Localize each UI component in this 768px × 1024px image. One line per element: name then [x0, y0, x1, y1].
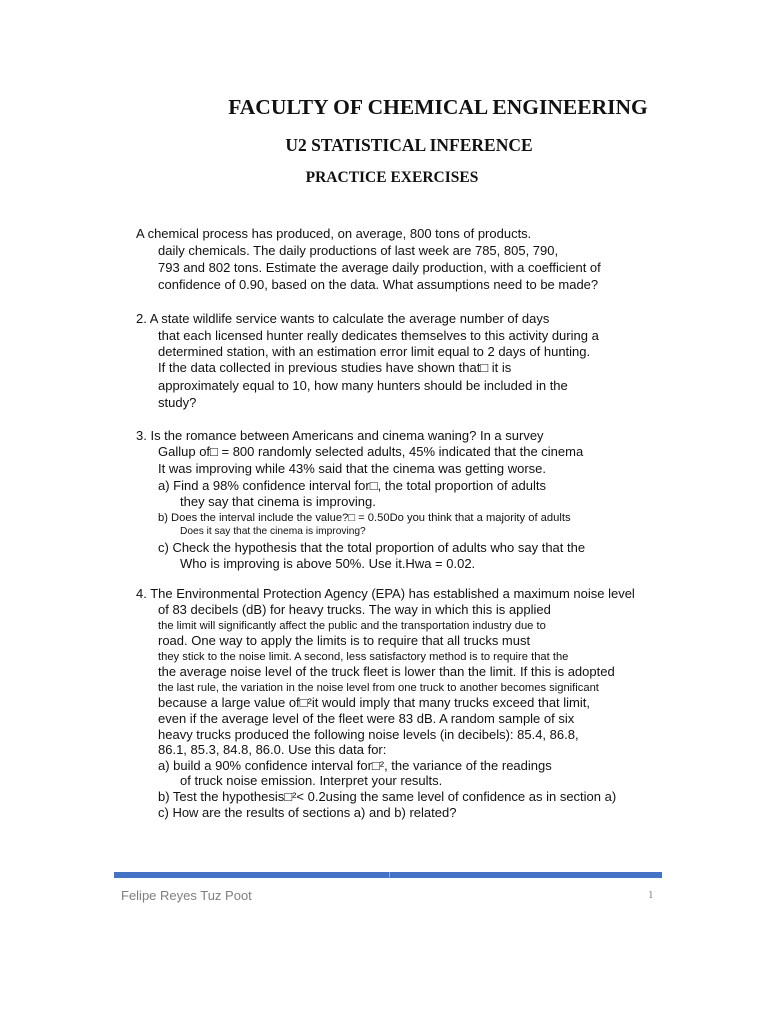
- exercise-line: heavy trucks produced the following noise levels (in decibels): 85.4, 86.8,: [158, 727, 579, 742]
- exercise-line: b) Does the interval include the value?□ = 0.50Do you think that a majority of adults: [158, 512, 571, 524]
- footer-rule-divider: [389, 872, 390, 878]
- exercise-line: confidence of 0.90, based on the data. What assumptions need to be made?: [158, 277, 599, 292]
- exercise-line: even if the average level of the fleet were 83 dB. A random sample of six: [158, 711, 575, 726]
- exercise-line: because a large value of□²it would imply that many trucks exceed that limit,: [158, 695, 590, 710]
- exercise-line: It was improving while 43% said that the cinema was getting worse.: [158, 461, 547, 476]
- exercise-line: road. One way to apply the limits is to require that all trucks must: [158, 633, 531, 648]
- section-title: PRACTICE EXERCISES: [305, 169, 479, 186]
- exercise-line: 3. Is the romance between Americans and cinema waning? In a survey: [136, 428, 544, 443]
- exercise-line: approximately equal to 10, how many hunters should be included in the: [158, 378, 568, 393]
- footer-author: Felipe Reyes Tuz Poot: [121, 888, 252, 903]
- exercise-line: a) Find a 98% confidence interval for□, the total proportion of adults: [158, 478, 546, 493]
- exercise-line: 793 and 802 tons. Estimate the average daily production, with a coefficient of: [158, 260, 601, 275]
- exercise-line: study?: [158, 395, 197, 410]
- unit-title: U2 STATISTICAL INFERENCE: [285, 135, 533, 155]
- exercise-line: Who is improving is above 50%. Use it.Hwa = 0.02.: [180, 556, 476, 571]
- exercise-line: daily chemicals. The daily productions of last week are 785, 805, 790,: [158, 243, 559, 258]
- exercise-line: they stick to the noise limit. A second, less satisfactory method is to require that the: [158, 651, 569, 663]
- exercise-line: the last rule, the variation in the noise level from one truck to another becomes significant: [158, 682, 599, 694]
- exercise-line: of 83 decibels (dB) for heavy trucks. The way in which this is applied: [158, 602, 551, 617]
- exercise-line: a) build a 90% confidence interval for□², the variance of the readings: [158, 758, 552, 773]
- exercise-line: 2. A state wildlife service wants to calculate the average number of days: [136, 311, 550, 326]
- exercise-line: they say that cinema is improving.: [180, 494, 376, 509]
- exercise-line: b) Test the hypothesis□²< 0.2using the same level of confidence as in section a): [158, 789, 617, 804]
- footer-rule: [114, 872, 662, 878]
- exercise-line: Does it say that the cinema is improving?: [180, 526, 366, 537]
- faculty-title: FACULTY OF CHEMICAL ENGINEERING: [228, 95, 648, 119]
- exercise-line: determined station, with an estimation error limit equal to 2 days of hunting.: [158, 344, 591, 359]
- exercise-line: A chemical process has produced, on average, 800 tons of products.: [136, 226, 532, 241]
- exercise-line: the average noise level of the truck fleet is lower than the limit. If this is adopted: [158, 664, 615, 679]
- exercise-line: 4. The Environmental Protection Agency (EPA) has established a maximum noise level: [136, 586, 635, 601]
- page-number: 1: [648, 889, 654, 901]
- exercise-line: the limit will significantly affect the public and the transportation industry due to: [158, 620, 546, 632]
- exercise-line: If the data collected in previous studies have shown that□ it is: [158, 360, 512, 375]
- exercise-line: 86.1, 85.3, 84.8, 86.0. Use this data for:: [158, 742, 387, 757]
- exercise-line: of truck noise emission. Interpret your results.: [180, 773, 443, 788]
- exercise-line: c) Check the hypothesis that the total proportion of adults who say that the: [158, 540, 586, 555]
- exercise-line: that each licensed hunter really dedicates themselves to this activity during a: [158, 328, 599, 343]
- exercise-line: c) How are the results of sections a) and b) related?: [158, 805, 457, 820]
- exercise-line: Gallup of□ = 800 randomly selected adults, 45% indicated that the cinema: [158, 444, 584, 459]
